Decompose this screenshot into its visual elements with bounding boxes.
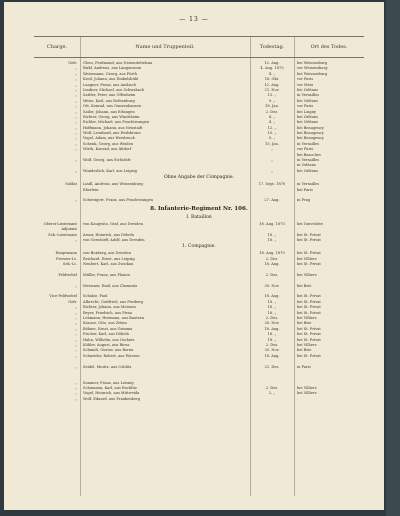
cell-charge: „ — [75, 364, 77, 369]
cell-name: Vogel, Adam, aus Hersbruck — [83, 136, 135, 141]
cell-name: Wunderlich, Karl, aus Leipzig — [83, 168, 137, 173]
cell-name: Eichler, Michael, aus Feuchtwangen — [83, 120, 150, 125]
cell-charge: „ — [75, 136, 77, 141]
document-page — [4, 2, 384, 510]
cell-date: 2. „ — [268, 391, 276, 396]
cell-date: 2. Dez. — [265, 386, 279, 391]
cell-date: 18. „ — [267, 299, 277, 304]
cell-place: bei St. Privat — [297, 262, 321, 267]
cell-date: 18. „ — [267, 237, 277, 242]
cell-name: Birkl, Andreas, aus Langenzenn — [83, 66, 142, 71]
cell-name: von Boxberg, aus Dresden — [83, 251, 131, 256]
cell-place: bei Villiers — [297, 386, 317, 391]
cell-date: 4. Aug. 1870 — [260, 66, 284, 71]
cell-name: von Kaugwitz, Graf, aus Dresden — [83, 221, 143, 226]
cell-place: bei Orléans — [297, 114, 318, 119]
cell-place: bei St. Privat — [297, 232, 321, 237]
cell-name: Schmidt, Gustav, aus Borna — [83, 348, 134, 353]
cell-place: bei St. Privat — [297, 251, 321, 256]
cell-charge: „ — [75, 316, 77, 321]
cell-place: vor Paris — [297, 77, 314, 82]
cell-place: vor Paris — [297, 147, 314, 152]
cell-date: 2. Dez. — [265, 272, 279, 277]
cell-name: Neubert, Karl, aus Zwickau — [83, 262, 134, 267]
cell-name: Eberlein — [83, 187, 99, 192]
cell-date: 17. Sept. 1870 — [258, 182, 286, 187]
cell-place: bei Beaugency — [297, 131, 324, 136]
cell-date: 21. Dez. — [264, 364, 280, 369]
cell-date: 15. Jan. — [265, 141, 279, 146]
cell-charge: „ — [75, 120, 77, 125]
cell-date: 12. „ — [267, 125, 277, 130]
cell-name: Böhme, Ernst, aus Grimma — [83, 326, 133, 331]
cell-charge: „ — [75, 237, 77, 242]
cell-place: bei Weissenburg — [297, 71, 328, 76]
cell-name: Reichard, Ernst, aus Leipzig — [83, 256, 135, 261]
cell-name: Richter, Johann, aus Meissen — [83, 305, 136, 310]
table-row — [34, 198, 364, 203]
cell-charge: Sek.-Lieutenant — [48, 232, 77, 237]
cell-charge: „ — [75, 332, 77, 337]
cell-date: 18. „ — [267, 337, 277, 342]
cell-name: Schumann, Karl, aus Rochlitz — [83, 386, 137, 391]
cell-charge: „ — [75, 131, 77, 136]
header-charge: Charge. — [46, 44, 68, 50]
cell-charge: „ — [75, 114, 77, 119]
cell-name: Weiss, Karl, aus Rothenburg — [83, 98, 135, 103]
cell-date: 9. „ — [268, 136, 276, 141]
cell-name: Kreil, Johann, aus Dinkelsbühl — [83, 77, 139, 82]
cell-charge: „ — [75, 141, 77, 146]
cell-charge: „ — [75, 158, 77, 163]
cell-name: Albrecht, Gottfried, aus Freiberg — [83, 299, 144, 304]
cell-date: 4. „ — [268, 120, 276, 125]
cell-name: Seidel, Moritz, aus Colditz — [83, 364, 132, 369]
cell-place: in Versailles — [297, 158, 320, 163]
cell-charge: „ — [75, 82, 77, 87]
cell-place: vor Paris — [297, 104, 314, 109]
cell-charge: „ — [75, 305, 77, 310]
cell-place: bei St. Privat — [297, 299, 321, 304]
cell-place: bei Orléans — [297, 168, 318, 173]
cell-date: 27. Aug. — [264, 198, 280, 203]
cell-date: 2. Dez. — [265, 256, 279, 261]
cell-date: 16. Okt. — [264, 77, 280, 82]
cell-charge: Oberst-Lieutenant — [43, 221, 77, 226]
cell-charge: Adjutant — [61, 227, 77, 232]
cell-charge: „ — [75, 321, 77, 326]
cell-date: 18. Aug. 1870 — [259, 221, 285, 226]
cell-charge: „ — [75, 337, 77, 342]
subsection-title: 1. Compagnie. — [182, 244, 216, 250]
cell-charge: „ — [75, 326, 77, 331]
cell-date: 9. „ — [268, 98, 276, 103]
cell-charge: „ — [75, 87, 77, 92]
cell-date: 30. Nov. — [264, 283, 280, 288]
cell-charge: „ — [75, 109, 77, 114]
cell-charge: „ — [75, 98, 77, 103]
cell-date: 18. „ — [267, 305, 277, 310]
cell-place: bei Orléans — [297, 98, 318, 103]
cell-name: Sailer, Johann, aus Erlangen — [83, 109, 135, 114]
cell-place: bei Brie — [297, 283, 312, 288]
cell-date: 30. Nov. — [264, 321, 280, 326]
cell-place: bei Loigny — [297, 109, 317, 114]
cell-name: Arnor, Heinrich, aus Döbeln — [83, 232, 134, 237]
cell-name: Köhler, August, aus Riesa — [83, 342, 130, 347]
cell-name: Wolf, Eduard, aus Frankenberg — [83, 396, 141, 401]
cell-name: Vogel, Heinrich, aus Mittweida — [83, 391, 140, 396]
cell-charge: Premier-Lt. — [56, 256, 77, 261]
cell-date: 12. Aug. — [264, 82, 280, 87]
cell-place: bei Beaugency — [297, 136, 324, 141]
group-rows — [34, 222, 364, 244]
cell-charge: „ — [75, 396, 77, 401]
cell-charge: Hauptmann — [55, 251, 77, 256]
cell-name: Lehmann, Hermann, aus Bautzen — [83, 316, 145, 321]
cell-place: bei Beaugency — [297, 125, 324, 130]
header-date: Todestag. — [259, 44, 285, 50]
cell-charge: Sek.-Lt. — [62, 262, 77, 267]
cell-place: vor Weissenburg — [297, 66, 328, 71]
cell-place: bei St. Privat — [297, 332, 321, 337]
cell-place: bei Brie — [297, 321, 312, 326]
cell-name: Ott, Konrad, aus Gunzenhausen — [83, 104, 141, 109]
cell-place: bei Paris — [297, 187, 313, 192]
cell-date: „ — [271, 147, 273, 152]
cell-name: Gloss, Ferdinand, aus Neuendettelsau — [83, 61, 153, 65]
cell-place: vor Metz — [297, 82, 314, 87]
cell-name: Sattler, Peter, aus Uffenheim — [83, 93, 136, 98]
cell-name: Schweigert, Franz, aus Feuchtwangen — [83, 198, 154, 203]
casualty-table — [34, 36, 364, 402]
cell-date: 18. Jan. — [265, 104, 279, 109]
cell-place: in Prag — [297, 198, 311, 203]
cell-place: bei Villiers — [297, 342, 317, 347]
cell-charge: Gefr. — [68, 299, 77, 304]
cell-charge: „ — [75, 77, 77, 82]
cell-name: Hoffmann, Johann, aus Neustadt — [83, 125, 143, 130]
cell-name: Fischer, Karl, aus Döbeln — [83, 332, 129, 337]
cell-name: Lindl, Andreas, aus Weissenburg — [83, 182, 143, 187]
cell-place: in Orléans — [297, 163, 316, 168]
header-name: Name und Truppenteil. — [135, 44, 195, 50]
cell-place: bei St. Privat — [297, 305, 321, 310]
cell-name: Schenk, Georg, aus Weiden — [83, 141, 134, 146]
cell-name: Meissner, Emil, aus Chemnitz — [83, 283, 138, 288]
cell-charge: „ — [75, 168, 77, 173]
cell-name: Wirth, Konrad, aus Altdorf — [83, 147, 132, 152]
cell-place: in Versailles — [297, 141, 320, 146]
group-rows — [34, 251, 364, 402]
cell-name: Lindner, Michael, aus Schwabach — [83, 87, 145, 92]
cell-date: 18. „ — [267, 232, 277, 237]
cell-name: Müller, Franz, aus Plauen — [83, 272, 130, 277]
cell-date: 13. „ — [267, 93, 277, 98]
cell-date: 18. Aug. 1870 — [259, 251, 285, 256]
cell-charge: „ — [75, 342, 77, 347]
cell-date: 18. Aug. — [264, 326, 280, 331]
cell-charge: Feldwebel — [58, 272, 77, 277]
cell-charge: „ — [75, 283, 77, 288]
section-title: 8. Infanterie-Regiment Nr. 106. — [150, 205, 248, 212]
cell-charge: „ — [75, 310, 77, 315]
cell-name: Sommer, Franz, aus Leisnig — [83, 380, 134, 385]
cell-name: Schneider, Robert, aus Wurzen — [83, 353, 140, 358]
cell-name: Krause, Otto, aus Zittau — [83, 321, 127, 326]
cell-place: bei St. Privat — [297, 326, 321, 331]
cell-charge: „ — [75, 104, 77, 109]
cell-place: bei St. Privat — [297, 294, 321, 299]
cell-date: 30. Nov. — [264, 348, 280, 353]
cell-charge: „ — [75, 348, 77, 353]
cell-charge: „ — [75, 391, 77, 396]
cell-date: 2. Dez. — [265, 109, 279, 114]
cell-date: „ — [271, 158, 273, 163]
cell-place — [294, 397, 364, 402]
cell-charge: „ — [75, 386, 77, 391]
cell-place: bei St. Privat — [297, 310, 321, 315]
cell-date: 18. „ — [267, 310, 277, 315]
cell-name: Beyer, Friedrich, aus Pirna — [83, 310, 132, 315]
cell-date: 18. Aug. — [264, 353, 280, 358]
cell-place: bei Villiers — [297, 316, 317, 321]
cell-place: in Versailles — [297, 182, 320, 187]
cell-place: bei Villiers — [297, 391, 317, 396]
cell-name: Schulze, Paul — [83, 294, 108, 299]
cell-place: in Paris — [297, 364, 311, 369]
cell-name: von Gersdorff, Adolf, aus Dresden — [83, 237, 145, 242]
cell-charge: „ — [75, 71, 77, 76]
cell-place: bei Orléans — [297, 87, 318, 92]
cell-date: 18. „ — [267, 332, 277, 337]
cell-name: Hahn, Wilhelm, aus Oschatz — [83, 337, 135, 342]
cell-charge: „ — [75, 380, 77, 385]
cell-place: bei St. Privat — [297, 337, 321, 342]
cell-charge: „ — [75, 353, 77, 358]
cell-charge: „ — [75, 66, 77, 71]
cell-date: 2. Dez. — [265, 316, 279, 321]
subsection-title: Ohne Angabe der Compagnie. — [163, 175, 235, 181]
cell-charge: „ — [75, 93, 77, 98]
cell-date: 18. Aug. — [264, 262, 280, 267]
cell-name: Wolf, Leonhard, aus Heilsbronn — [83, 131, 141, 136]
cell-charge: „ — [75, 198, 77, 203]
cell-place: bei Villiers — [297, 256, 317, 261]
cell-place: bei Weissenburg — [297, 61, 328, 65]
cell-name: Langner, Franz, aus Ansbach — [83, 82, 137, 87]
table-row — [34, 397, 364, 402]
cell-date: 12. Aug. — [264, 61, 280, 65]
page-number: — 13 — — [179, 16, 209, 23]
cell-place: bei Villiers — [297, 272, 317, 277]
header-place: Ort des Todes. — [310, 44, 348, 50]
page-edge — [386, 0, 400, 516]
cell-place: bei St. Privat — [297, 237, 321, 242]
cell-name: Weissmann, Georg, aus Fürth — [83, 71, 138, 76]
cell-name: Richter, Georg, aus Windsheim — [83, 114, 140, 119]
group-rows — [34, 61, 364, 174]
cell-charge: „ — [75, 147, 77, 152]
table-header — [34, 36, 364, 58]
group-rows — [34, 182, 364, 204]
cell-name: Wolf, Georg, aus Eichstätt — [83, 158, 131, 163]
cell-date: 10. „ — [267, 131, 277, 136]
cell-date: 4. „ — [268, 71, 276, 76]
cell-place: bei Bazoches — [297, 152, 321, 157]
cell-place: in Versailles — [297, 93, 320, 98]
cell-place: bei Orléans — [297, 120, 318, 125]
cell-date: 21. Nov. — [264, 87, 280, 92]
cell-date: 2. Dez. — [265, 342, 279, 347]
cell-charge: Vice-Feldwebel — [49, 294, 77, 299]
cell-date: 4. „ — [268, 114, 276, 119]
cell-date: „ — [271, 168, 273, 173]
cell-place: bei St. Privat — [297, 353, 321, 358]
cell-place: bei Brie — [297, 348, 312, 353]
cell-charge: Soldat — [65, 182, 77, 187]
cell-date: 18. Aug. — [264, 294, 280, 299]
cell-place: bei Gravelotte — [297, 221, 323, 226]
cell-date — [250, 397, 294, 402]
subsection-title: I. Bataillon — [186, 214, 212, 220]
cell-charge: Gefr. — [68, 61, 77, 65]
cell-charge: „ — [75, 125, 77, 130]
